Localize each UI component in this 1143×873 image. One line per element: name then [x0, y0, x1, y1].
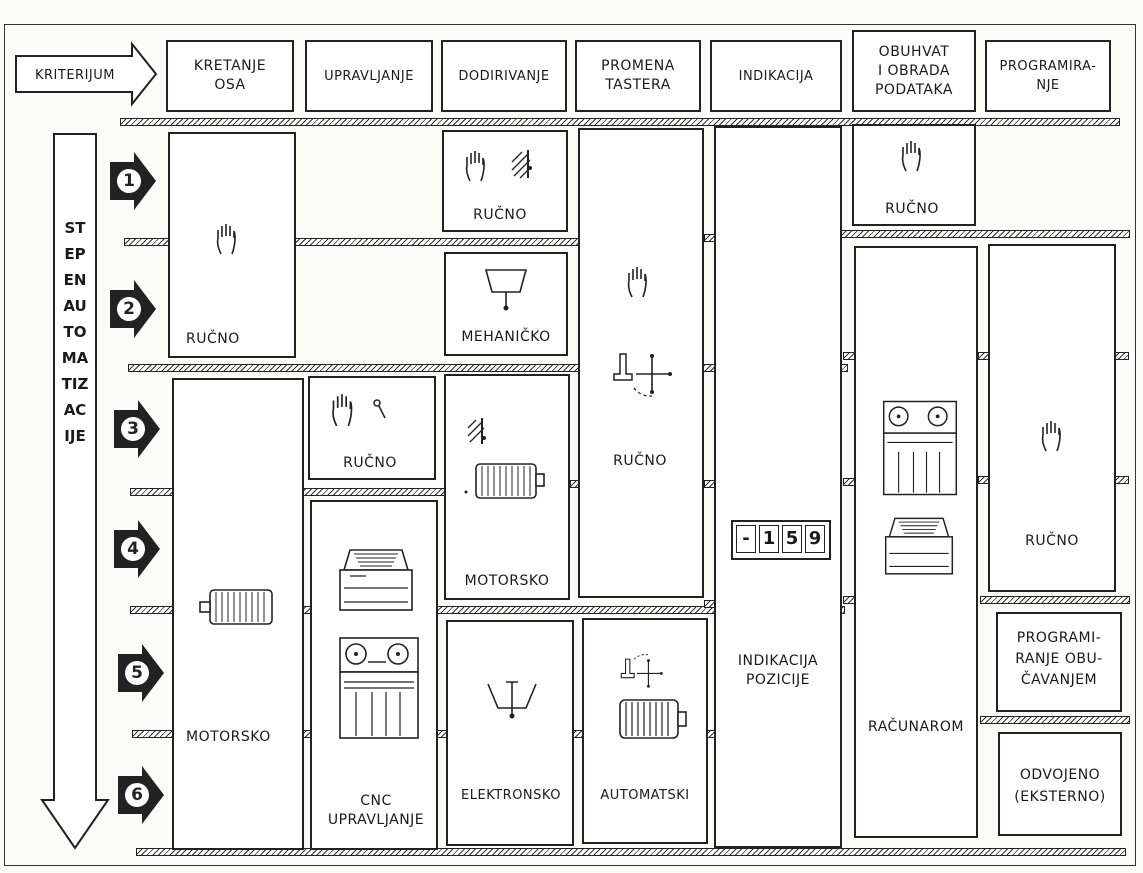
- level-2-number: 2: [117, 297, 141, 321]
- promena-rucno-label: RUČNO: [613, 453, 667, 469]
- counter-sign: -: [736, 525, 756, 553]
- touch-probe-icon: [508, 148, 538, 182]
- obuhvat-racunarom-label: RAČUNAROM: [868, 719, 964, 735]
- level-4-number: 4: [121, 537, 145, 561]
- tape-reader-icon: [880, 398, 960, 498]
- dodirivanje-elektronsko-label: ELEKTRONSKO: [461, 788, 561, 803]
- tool-change-icon: [612, 344, 674, 400]
- hand-icon: [626, 264, 650, 300]
- hand-icon: [900, 138, 924, 174]
- counter-digit: 9: [805, 525, 825, 553]
- header-promena-tastera: PROMENA TASTERA: [575, 40, 701, 112]
- programiranje-obucavanjem-label: PROGRAMI- RANJE OBU- ČAVANJEM: [1015, 630, 1103, 688]
- counter-digit: 1: [759, 525, 779, 553]
- dodirivanje-mehanicko-label: MEHANIČKO: [461, 329, 551, 345]
- indikacija-pozicije-label: INDIKACIJA POZICIJE: [737, 653, 819, 688]
- obuhvat-rucno-label: RUČNO: [885, 201, 939, 217]
- kriterijum-label: KRITERIJUM: [35, 68, 115, 83]
- hand-icon: [464, 148, 488, 184]
- level-1-number: 1: [117, 169, 141, 193]
- dodirivanje-rucno-label: RUČNO: [473, 207, 527, 223]
- upravljanje-rucno-label: RUČNO: [343, 455, 397, 471]
- level-6-number: 6: [125, 783, 149, 807]
- electronic-probe-icon: [486, 678, 538, 722]
- header-obuhvat-obrada: OBUHVAT I OBRADA PODATAKA: [852, 30, 976, 112]
- level-5-number: 5: [125, 661, 149, 685]
- header-upravljanje: UPRAVLJANJE: [305, 40, 433, 112]
- hand-icon: [1040, 418, 1064, 454]
- counter-digit: 5: [782, 525, 802, 553]
- header-dodirivanje: DODIRIVANJE: [441, 40, 567, 112]
- kretanje-rucno-label: RUČNO: [186, 331, 240, 347]
- kretanje-motorsko-label: MOTORSKO: [186, 729, 271, 745]
- rail-level-5-6b: [980, 716, 1130, 724]
- upravljanje-cnc-label: CNC UPRAVLJANJE: [327, 793, 425, 828]
- motor-icon: [198, 586, 282, 628]
- promena-automatski-label: AUTOMATSKI: [600, 788, 690, 803]
- rail-level-5-6a: [132, 730, 177, 738]
- header-kretanje-osa: KRETANJE OSA: [166, 40, 294, 112]
- motor-icon: [614, 694, 688, 744]
- dodirivanje-elektronsko-box: [446, 620, 574, 846]
- tape-reader-icon: [336, 636, 422, 740]
- hand-icon: [215, 222, 239, 256]
- tool-change-icon: [614, 652, 670, 692]
- mechanical-probe-icon: [482, 266, 530, 312]
- indikacija-pozicije-box: [714, 126, 842, 848]
- printer-terminal-icon: [336, 546, 416, 616]
- level-3-number: 3: [121, 417, 145, 441]
- probe-motor-icon: [462, 418, 548, 504]
- dodirivanje-motorsko-label: MOTORSKO: [464, 573, 550, 589]
- programiranje-odvojeno-label: ODVOJENO (EKSTERNO): [1014, 767, 1106, 805]
- stepen-label: STEPEN AUTOMATIZACIJE: [61, 219, 89, 445]
- programiranje-rucno-label: RUČNO: [1025, 533, 1079, 549]
- rail-level-4-5b: [980, 596, 1130, 604]
- hand-icon: [330, 392, 356, 428]
- position-counter: [731, 520, 831, 560]
- rail-level-1-2b: [840, 230, 1130, 238]
- header-indikacija: INDIKACIJA: [710, 40, 842, 112]
- header-programiranje: PROGRAMIRA- NJE: [985, 40, 1111, 112]
- printer-terminal-icon: [882, 514, 956, 580]
- lever-key-icon: [372, 398, 388, 422]
